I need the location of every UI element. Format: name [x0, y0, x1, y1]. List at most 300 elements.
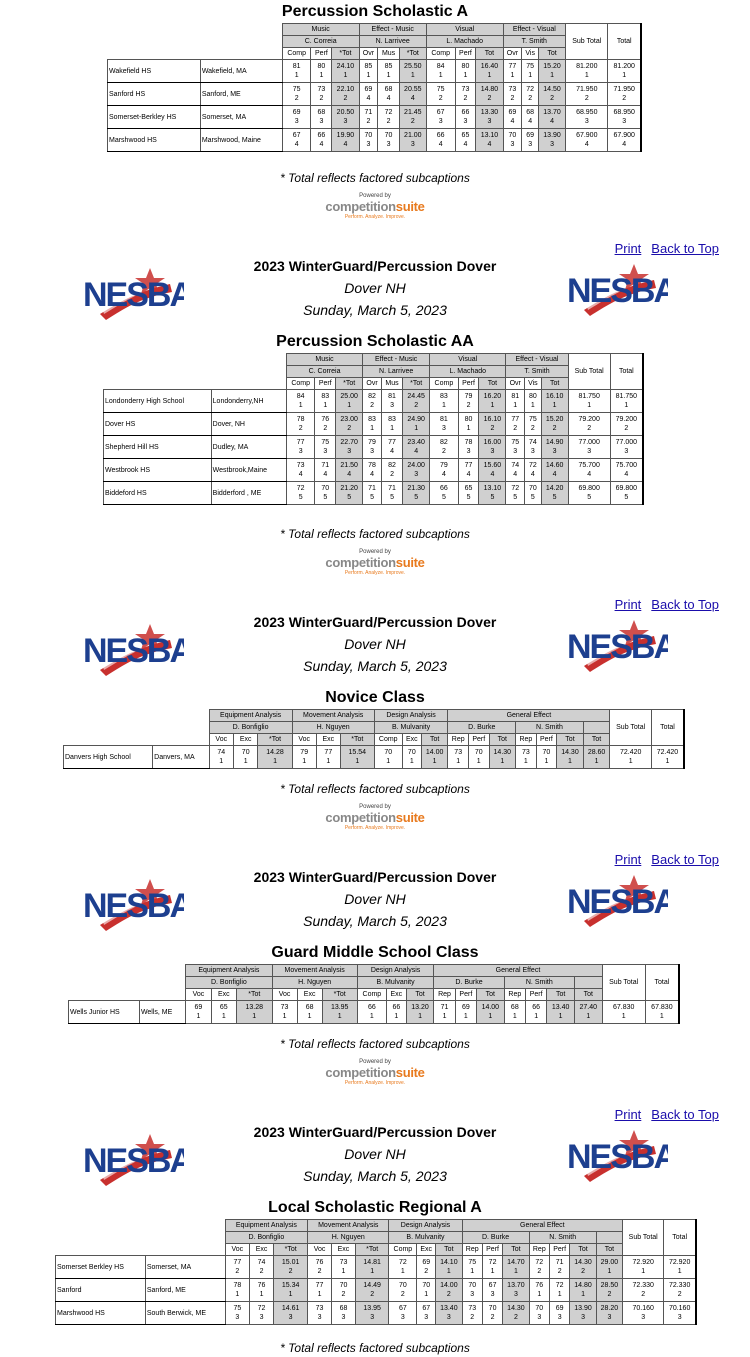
score-rank: 3 — [528, 141, 533, 148]
caption-row — [56, 1220, 697, 1232]
score-rank: 1 — [219, 758, 224, 765]
score-rank: 1 — [347, 402, 352, 409]
subcaption-header: *Tot — [332, 48, 359, 60]
school-location: Sanford, ME — [145, 1279, 225, 1302]
score-rank: 1 — [343, 72, 348, 79]
subcaption-header: Tot — [547, 989, 575, 1001]
score-rank: 2 — [386, 118, 391, 125]
score-rank: 2 — [438, 95, 443, 102]
back-to-top-link[interactable]: Back to Top — [651, 852, 719, 867]
score-value: 66 — [532, 1004, 541, 1011]
section-title: Percussion Scholastic A — [281, 3, 469, 20]
subcaption-header: Voc — [186, 989, 211, 1001]
score-rank: 1 — [282, 1013, 287, 1020]
score-rank: 3 — [366, 141, 371, 148]
score-rank: 4 — [510, 118, 515, 125]
judge-name: B. Mulvanity — [374, 722, 448, 734]
score-cell — [566, 60, 608, 83]
score-rank: 2 — [390, 471, 394, 478]
score-rank: 1 — [441, 402, 446, 409]
judge-name: B. Mulvanity — [357, 977, 434, 989]
score-rank: 1 — [490, 402, 495, 409]
score-rank: 4 — [390, 448, 394, 455]
score-rank: 3 — [446, 1314, 451, 1321]
score-rank: 1 — [587, 402, 592, 409]
score-cell — [610, 482, 643, 505]
score-rank: 4 — [370, 471, 374, 478]
blank-header — [108, 24, 283, 60]
score-value: 25.00 — [340, 393, 358, 400]
back-to-top-link[interactable]: Back to Top — [651, 597, 719, 612]
score-value: 71 — [321, 462, 330, 469]
score-cell — [583, 746, 610, 769]
subcaption-header: Mus — [378, 48, 399, 60]
score-rank: 3 — [677, 1314, 682, 1321]
score-value: 68 — [339, 1305, 348, 1312]
page-links — [605, 241, 719, 256]
score-cell — [274, 1302, 308, 1325]
score-cell — [525, 436, 542, 459]
brand-part-b: suite — [395, 199, 425, 214]
score-value: 73 — [315, 1305, 324, 1312]
subcaption-header: Ovr — [359, 48, 378, 60]
score-value: 68 — [317, 109, 326, 116]
score-cell — [315, 482, 336, 505]
subcaption-header: Perf — [458, 378, 479, 390]
score-rank: 5 — [441, 494, 446, 501]
score-rank: 4 — [587, 471, 592, 478]
score-rank: 2 — [510, 95, 515, 102]
score-cell — [336, 413, 363, 436]
score-rank: 3 — [410, 141, 415, 148]
caption-header: Visual — [430, 354, 506, 366]
score-cell — [539, 60, 566, 83]
score-value: 16.20 — [483, 393, 502, 400]
score-cell — [225, 1302, 249, 1325]
score-rank: 1 — [326, 758, 331, 765]
score-cell — [476, 129, 503, 152]
score-value: 71 — [555, 1259, 564, 1266]
nesba-logo-text: NESBA — [83, 632, 184, 670]
score-cell — [570, 1302, 596, 1325]
score-value: 15.34 — [281, 1282, 300, 1289]
print-link[interactable]: Print — [614, 241, 642, 256]
score-cell — [340, 746, 374, 769]
score-rank: 3 — [557, 1314, 562, 1321]
score-value: 82 — [368, 393, 376, 400]
score-value: 15.54 — [348, 749, 367, 756]
score-cell — [436, 1279, 462, 1302]
blank-header — [64, 710, 210, 746]
score-value: 77 — [511, 416, 520, 423]
score-rank: 2 — [298, 425, 303, 432]
score-cell — [374, 746, 402, 769]
footnote: * Total reflects factored subcaptions — [280, 171, 470, 185]
score-value: 14.60 — [545, 462, 564, 469]
score-cell — [359, 83, 378, 106]
score-value: 73 — [461, 86, 470, 93]
judge-name: B. Mulvanity — [389, 1232, 462, 1244]
judge-name: H. Nguyen — [272, 977, 357, 989]
subcaption-header: Vis — [522, 48, 539, 60]
score-value: 81 — [292, 63, 301, 70]
score-cell — [211, 1001, 236, 1024]
score-cell — [482, 1279, 502, 1302]
subcaption-header: Perf — [315, 378, 336, 390]
score-rank: 4 — [343, 141, 348, 148]
score-rank: 1 — [552, 402, 557, 409]
school-location: Marshwood, Maine — [200, 129, 282, 152]
score-cell — [282, 106, 311, 129]
score-cell — [610, 436, 643, 459]
score-value: 82 — [388, 462, 396, 469]
score-cell — [568, 413, 610, 436]
score-cell — [568, 482, 610, 505]
score-cell — [286, 390, 314, 413]
score-value: 69 — [555, 1305, 564, 1312]
score-rank: 1 — [513, 1268, 518, 1275]
subcaption-header: *Tot — [236, 989, 272, 1001]
score-rank: 1 — [319, 72, 324, 79]
score-rank: 1 — [410, 72, 415, 79]
score-cell — [568, 459, 610, 482]
print-link[interactable]: Print — [614, 852, 642, 867]
school-location: Sanford, ME — [200, 83, 282, 106]
score-value: 28.60 — [587, 749, 606, 756]
table-row — [104, 390, 644, 413]
score-value: 74 — [257, 1259, 266, 1266]
judge-name: H. Nguyen — [292, 722, 374, 734]
score-value: 66 — [367, 1004, 376, 1011]
score-rank: 1 — [259, 1291, 264, 1298]
school-name: Shepherd Hill HS — [104, 436, 212, 459]
subcaption-header: *Tot — [274, 1244, 308, 1256]
brand-tagline: Perform. Analyze. Improve. — [344, 825, 406, 831]
powered-by-label: Powered by — [359, 549, 391, 555]
score-value: 65 — [464, 485, 473, 492]
score-value: 13.10 — [483, 485, 502, 492]
score-rank: 1 — [418, 1013, 422, 1020]
score-rank: 3 — [513, 1291, 518, 1298]
score-cell — [233, 746, 257, 769]
score-rank: 2 — [410, 118, 415, 125]
score-cell — [623, 1302, 664, 1325]
score-rank: 2 — [341, 1291, 346, 1298]
score-cell — [386, 1001, 406, 1024]
score-value: 77 — [508, 63, 517, 70]
school-name: Marshwood HS — [56, 1302, 146, 1325]
score-value: 72 — [296, 485, 305, 492]
score-rank: 1 — [537, 1291, 542, 1298]
score-cell — [522, 83, 539, 106]
blank-header — [583, 722, 610, 734]
score-value: 67 — [398, 1305, 407, 1312]
event-title: 2023 WinterGuard/Percussion Dover — [253, 614, 497, 630]
event-city: Dover NH — [344, 1146, 406, 1162]
score-value: 77 — [296, 439, 305, 446]
event-city: Dover NH — [344, 891, 406, 907]
caption-header: Visual — [426, 24, 503, 36]
score-cell — [332, 1256, 356, 1279]
judge-name: H. Nguyen — [308, 1232, 389, 1244]
score-rank: 2 — [584, 95, 589, 102]
score-value: 14.49 — [363, 1282, 381, 1289]
score-cell — [434, 1001, 455, 1024]
score-cell — [399, 83, 426, 106]
score-rank: 1 — [487, 72, 492, 79]
score-rank: 4 — [528, 118, 533, 125]
score-rank: 1 — [370, 425, 374, 432]
score-rank: 4 — [463, 141, 468, 148]
score-cell — [436, 1256, 462, 1279]
score-rank: 5 — [390, 494, 394, 501]
score-rank: 2 — [319, 95, 324, 102]
score-cell — [503, 1302, 529, 1325]
score-rank: 4 — [294, 141, 299, 148]
back-to-top-link[interactable]: Back to Top — [651, 241, 719, 256]
brand-part-b: suite — [395, 810, 425, 825]
school-location: South Berwick, ME — [145, 1302, 225, 1325]
score-value: 71 — [440, 1004, 449, 1011]
score-cell — [602, 1001, 645, 1024]
score-rank: 2 — [294, 95, 299, 102]
print-link[interactable]: Print — [614, 1107, 642, 1122]
total-header: Total — [664, 1220, 696, 1256]
total-header: Total — [610, 354, 643, 390]
score-value: 75 — [233, 1305, 242, 1312]
score-value: 80 — [528, 393, 537, 400]
score-cell — [417, 1279, 436, 1302]
subcaption-header: *Tot — [399, 48, 426, 60]
subcaption-header: Exc — [386, 989, 406, 1001]
score-rank: 1 — [221, 1013, 226, 1020]
score-cell — [529, 1302, 549, 1325]
score-cell — [402, 746, 421, 769]
caption-row — [104, 354, 644, 366]
score-cell — [286, 436, 314, 459]
subcaption-header: Perf — [455, 989, 476, 1001]
table-row — [56, 1302, 697, 1325]
school-name: Danvers High School — [64, 746, 153, 769]
score-cell — [645, 1001, 679, 1024]
score-value: 20.50 — [336, 109, 355, 116]
event-title: 2023 WinterGuard/Percussion Dover — [253, 869, 497, 885]
score-rank: 3 — [386, 141, 391, 148]
caption-header: Design Analysis — [389, 1220, 462, 1232]
score-rank: 5 — [298, 494, 303, 501]
score-rank: 3 — [530, 448, 535, 455]
score-cell — [522, 106, 539, 129]
score-rank: 1 — [196, 1013, 201, 1020]
score-value: 83 — [439, 393, 448, 400]
score-value: 14.80 — [480, 86, 499, 93]
score-cell — [274, 1279, 308, 1302]
score-cell — [610, 459, 643, 482]
score-cell — [570, 1256, 596, 1279]
school-name: Wakefield HS — [108, 60, 201, 83]
subcaption-header: Tot — [583, 734, 610, 746]
score-value: 15.01 — [281, 1259, 300, 1266]
judge-name: T. Smith — [503, 36, 566, 48]
score-cell — [479, 390, 506, 413]
score-cell — [426, 83, 455, 106]
subcaption-header: Tot — [503, 1244, 529, 1256]
print-link[interactable]: Print — [614, 597, 642, 612]
score-value: 14.20 — [545, 485, 564, 492]
score-rank: 2 — [259, 1268, 264, 1275]
score-cell — [399, 129, 426, 152]
score-value: 13.40 — [440, 1305, 458, 1312]
score-cell — [489, 746, 516, 769]
score-cell — [399, 106, 426, 129]
score-cell — [476, 60, 503, 83]
score-rank: 1 — [584, 72, 589, 79]
footnote: * Total reflects factored subcaptions — [280, 782, 470, 796]
score-cell — [389, 1256, 417, 1279]
score-value: 81 — [388, 393, 396, 400]
competitionsuite-brand — [0, 811, 750, 825]
score-value: 70.160 — [632, 1305, 654, 1312]
score-value: 13.95 — [330, 1004, 349, 1011]
score-cell — [417, 1302, 436, 1325]
subcaption-header: Exc — [316, 734, 340, 746]
score-cell — [566, 129, 608, 152]
score-cell — [311, 129, 332, 152]
score-cell — [455, 129, 476, 152]
powered-by-logo — [0, 549, 750, 576]
score-value: 21.20 — [340, 485, 358, 492]
score-rank: 3 — [622, 118, 627, 125]
score-cell — [455, 60, 476, 83]
score-cell — [426, 106, 455, 129]
score-cell — [477, 1001, 505, 1024]
subcaption-header: *Tot — [336, 378, 363, 390]
score-value: 81.200 — [576, 63, 598, 70]
score-cell — [610, 413, 643, 436]
subcaption-header: Rep — [448, 734, 469, 746]
brand-part-a: competition — [325, 199, 396, 214]
score-rank: 5 — [414, 494, 419, 501]
score-cell — [623, 1256, 664, 1279]
score-rank: 3 — [624, 448, 629, 455]
score-value: 67 — [292, 132, 301, 139]
score-rank: 4 — [550, 118, 554, 125]
score-value: 68.950 — [576, 109, 598, 116]
powered-by-label: Powered by — [359, 804, 391, 810]
caption-header: Effect - Music — [363, 354, 430, 366]
back-to-top-link[interactable]: Back to Top — [651, 1107, 719, 1122]
score-value: 69 — [292, 109, 301, 116]
score-cell — [525, 1001, 546, 1024]
score-cell — [504, 1001, 525, 1024]
score-rank: 5 — [624, 494, 629, 501]
score-cell — [249, 1256, 273, 1279]
score-cell — [506, 459, 525, 482]
score-cell — [316, 746, 340, 769]
school-location: Somerset, MA — [145, 1256, 225, 1279]
score-rank: 1 — [307, 1013, 312, 1020]
caption-header: Equipment Analysis — [186, 965, 272, 977]
score-value: 75 — [292, 86, 301, 93]
subcaption-header: Rep — [504, 989, 525, 1001]
subcaption-header: Comp — [389, 1244, 417, 1256]
score-rank: 4 — [319, 141, 324, 148]
score-cell — [525, 413, 542, 436]
subcaption-header: Comp — [282, 48, 311, 60]
score-value: 66 — [317, 132, 326, 139]
score-value: 14.80 — [574, 1282, 592, 1289]
score-value: 68 — [384, 86, 393, 93]
subcaption-header: *Tot — [403, 378, 430, 390]
score-rank: 4 — [466, 471, 471, 478]
score-value: 28.20 — [600, 1305, 619, 1312]
score-rank: 5 — [347, 494, 352, 501]
score-cell — [557, 746, 584, 769]
score-value: 72.420 — [656, 749, 679, 756]
score-cell — [539, 106, 566, 129]
score-value: 67.900 — [613, 132, 635, 139]
score-value: 66 — [392, 1004, 401, 1011]
school-name: Biddeford HS — [104, 482, 212, 505]
score-rank: 1 — [490, 1268, 495, 1275]
score-cell — [292, 746, 316, 769]
subcaption-header: Tot — [477, 989, 505, 1001]
score-rank: 2 — [400, 1291, 405, 1298]
subcaption-header: Mus — [381, 378, 402, 390]
score-rank: 1 — [456, 758, 461, 765]
sub-total-header: Sub Total — [610, 710, 652, 746]
school-location: Londonderry,NH — [211, 390, 286, 413]
subcaption-header: Vis — [525, 378, 542, 390]
score-value: 14.00 — [440, 1282, 458, 1289]
score-rank: 3 — [463, 118, 468, 125]
score-value: 76 — [321, 416, 330, 423]
score-cell — [596, 1279, 622, 1302]
score-value: 78 — [296, 416, 305, 423]
event-header — [0, 1121, 750, 1187]
score-cell — [363, 390, 382, 413]
score-rank: 1 — [513, 402, 518, 409]
score-rank: 2 — [487, 95, 492, 102]
score-value: 75 — [468, 1259, 477, 1266]
score-rank: 1 — [624, 402, 629, 409]
score-cell — [448, 746, 469, 769]
score-cell — [462, 1302, 482, 1325]
score-cell — [322, 1001, 357, 1024]
score-value: 19.90 — [336, 132, 355, 139]
score-rank: 2 — [414, 402, 419, 409]
score-cell — [274, 1256, 308, 1279]
score-value: 21.45 — [404, 109, 422, 116]
score-value: 78 — [233, 1282, 242, 1289]
score-cell — [426, 60, 455, 83]
total-header: Total — [651, 710, 684, 746]
score-value: 25.50 — [404, 63, 422, 70]
sub-total-header: Sub Total — [566, 24, 608, 60]
score-cell — [608, 129, 641, 152]
score-cell — [282, 83, 311, 106]
score-cell — [503, 129, 522, 152]
score-cell — [363, 459, 382, 482]
score-rank: 1 — [432, 758, 437, 765]
score-value: 79 — [439, 462, 448, 469]
score-rank: 4 — [347, 471, 352, 478]
score-value: 79 — [300, 749, 309, 756]
score-cell — [525, 482, 542, 505]
section-title: Novice Class — [325, 689, 425, 706]
score-rank: 3 — [259, 1314, 264, 1321]
score-value: 70 — [422, 1282, 431, 1289]
